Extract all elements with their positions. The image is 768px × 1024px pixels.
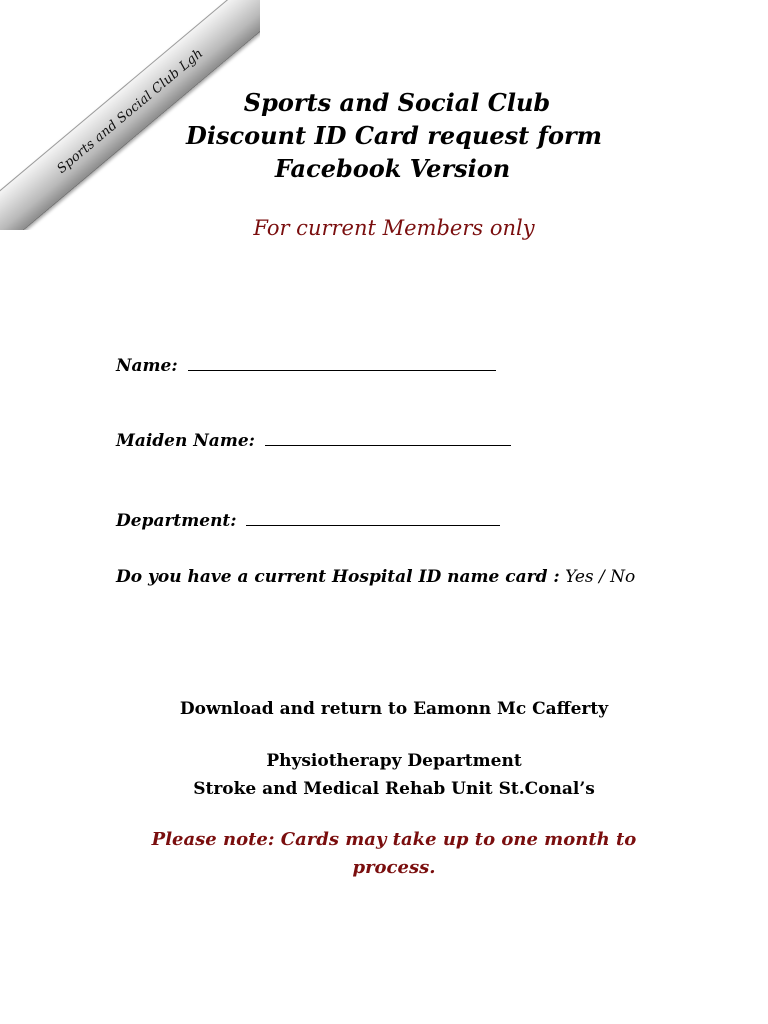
members-only-notice: For current Members only — [253, 216, 535, 240]
maiden-name-label: Maiden Name: — [116, 431, 255, 451]
ribbon-text: Sports and Social Club Lgh — [54, 45, 206, 177]
title-form-name: Discount ID Card request form — [186, 121, 602, 150]
department-field — [116, 511, 500, 531]
form-title — [0, 86, 768, 185]
hospital-id-question — [116, 564, 676, 591]
department-blank-line[interactable] — [246, 511, 500, 526]
download-instruction: Download and return to Eamonn Mc Cafferty — [179, 699, 609, 719]
title-club-name: Sports and Social Club — [243, 88, 551, 117]
processing-time-note: Please note: Cards may take up to one month to process. — [151, 829, 637, 878]
maiden-name-field — [116, 431, 511, 451]
maiden-name-blank-line[interactable] — [265, 431, 511, 446]
title-version: Facebook Version — [274, 154, 511, 183]
name-field — [116, 356, 496, 376]
hospital-id-question-label: Do you have a current Hospital ID name card : — [116, 567, 560, 587]
name-label: Name: — [116, 356, 178, 376]
rehab-unit-address: Stroke and Medical Rehab Unit St.Conal’s — [193, 779, 595, 799]
physiotherapy-department: Physiotherapy Department — [266, 751, 522, 771]
department-label: Department: — [116, 511, 237, 531]
name-blank-line[interactable] — [188, 356, 496, 371]
hospital-id-yes-no-options[interactable]: Yes / No — [559, 567, 636, 587]
